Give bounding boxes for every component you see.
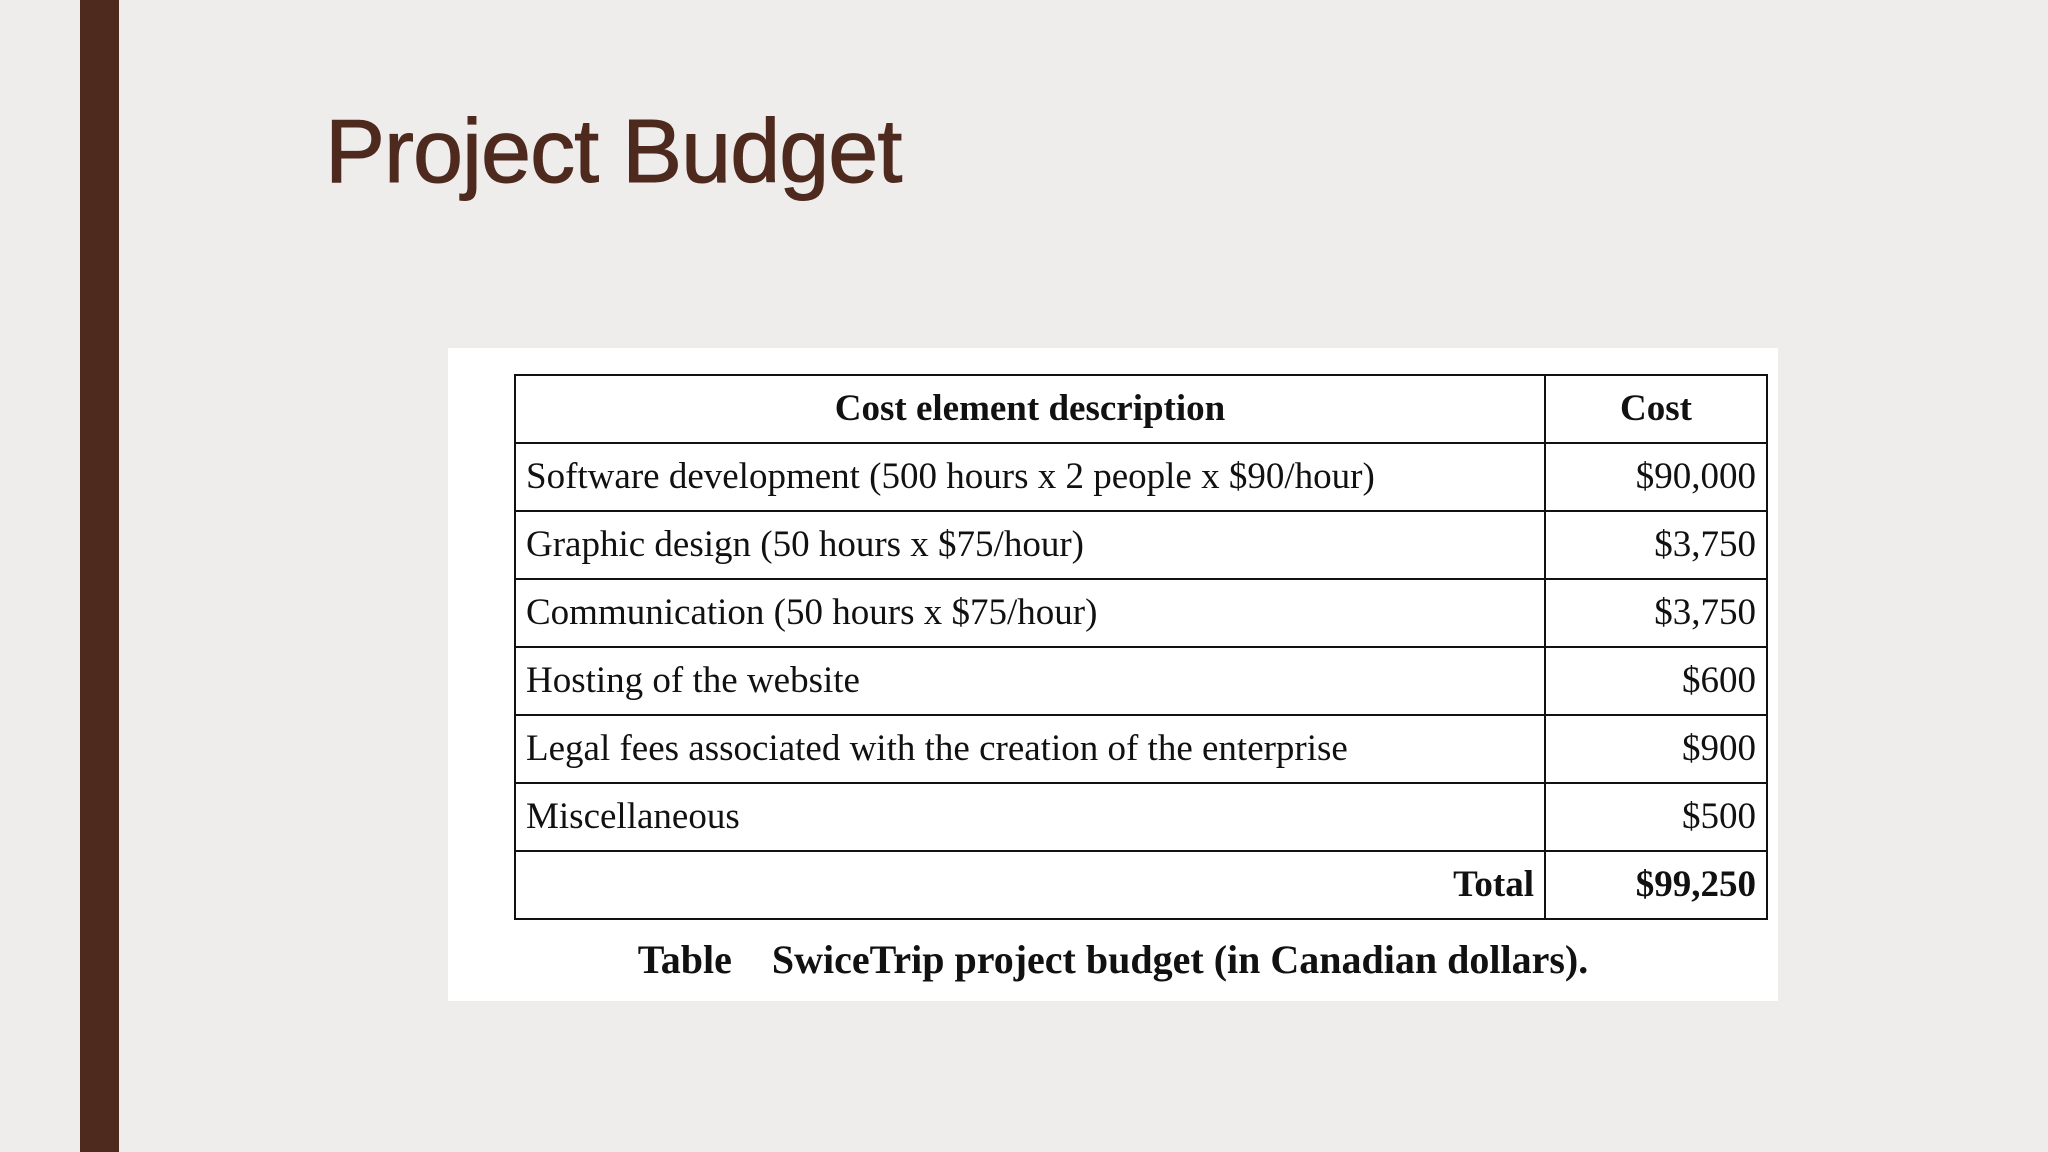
row-description: Miscellaneous — [515, 783, 1545, 851]
caption-prefix: Table — [637, 937, 732, 982]
header-description: Cost element description — [515, 375, 1545, 443]
table-row — [515, 443, 1767, 511]
total-value: $99,250 — [1545, 851, 1767, 919]
table-header-row — [515, 375, 1767, 443]
caption-text: SwiceTrip project budget (in Canadian dollars). — [771, 937, 1589, 982]
total-row — [515, 851, 1767, 919]
row-description: Hosting of the website — [515, 647, 1545, 715]
row-description: Software development (500 hours x 2 people x $90/hour) — [515, 443, 1545, 511]
row-cost: $3,750 — [1545, 511, 1767, 579]
table-caption — [448, 936, 1778, 983]
table-row — [515, 783, 1767, 851]
budget-table-image — [448, 348, 1778, 1001]
row-description: Legal fees associated with the creation of the enterprise — [515, 715, 1545, 783]
accent-bar — [80, 0, 119, 1152]
row-cost: $90,000 — [1545, 443, 1767, 511]
budget-table — [514, 374, 1768, 920]
row-description: Communication (50 hours x $75/hour) — [515, 579, 1545, 647]
table-row — [515, 715, 1767, 783]
row-cost: $500 — [1545, 783, 1767, 851]
total-label: Total — [515, 851, 1545, 919]
row-cost: $600 — [1545, 647, 1767, 715]
row-cost: $3,750 — [1545, 579, 1767, 647]
table-row — [515, 647, 1767, 715]
row-cost: $900 — [1545, 715, 1767, 783]
row-description: Graphic design (50 hours x $75/hour) — [515, 511, 1545, 579]
table-row — [515, 511, 1767, 579]
slide-title: Project Budget — [325, 102, 902, 202]
header-cost: Cost — [1545, 375, 1767, 443]
table-row — [515, 579, 1767, 647]
